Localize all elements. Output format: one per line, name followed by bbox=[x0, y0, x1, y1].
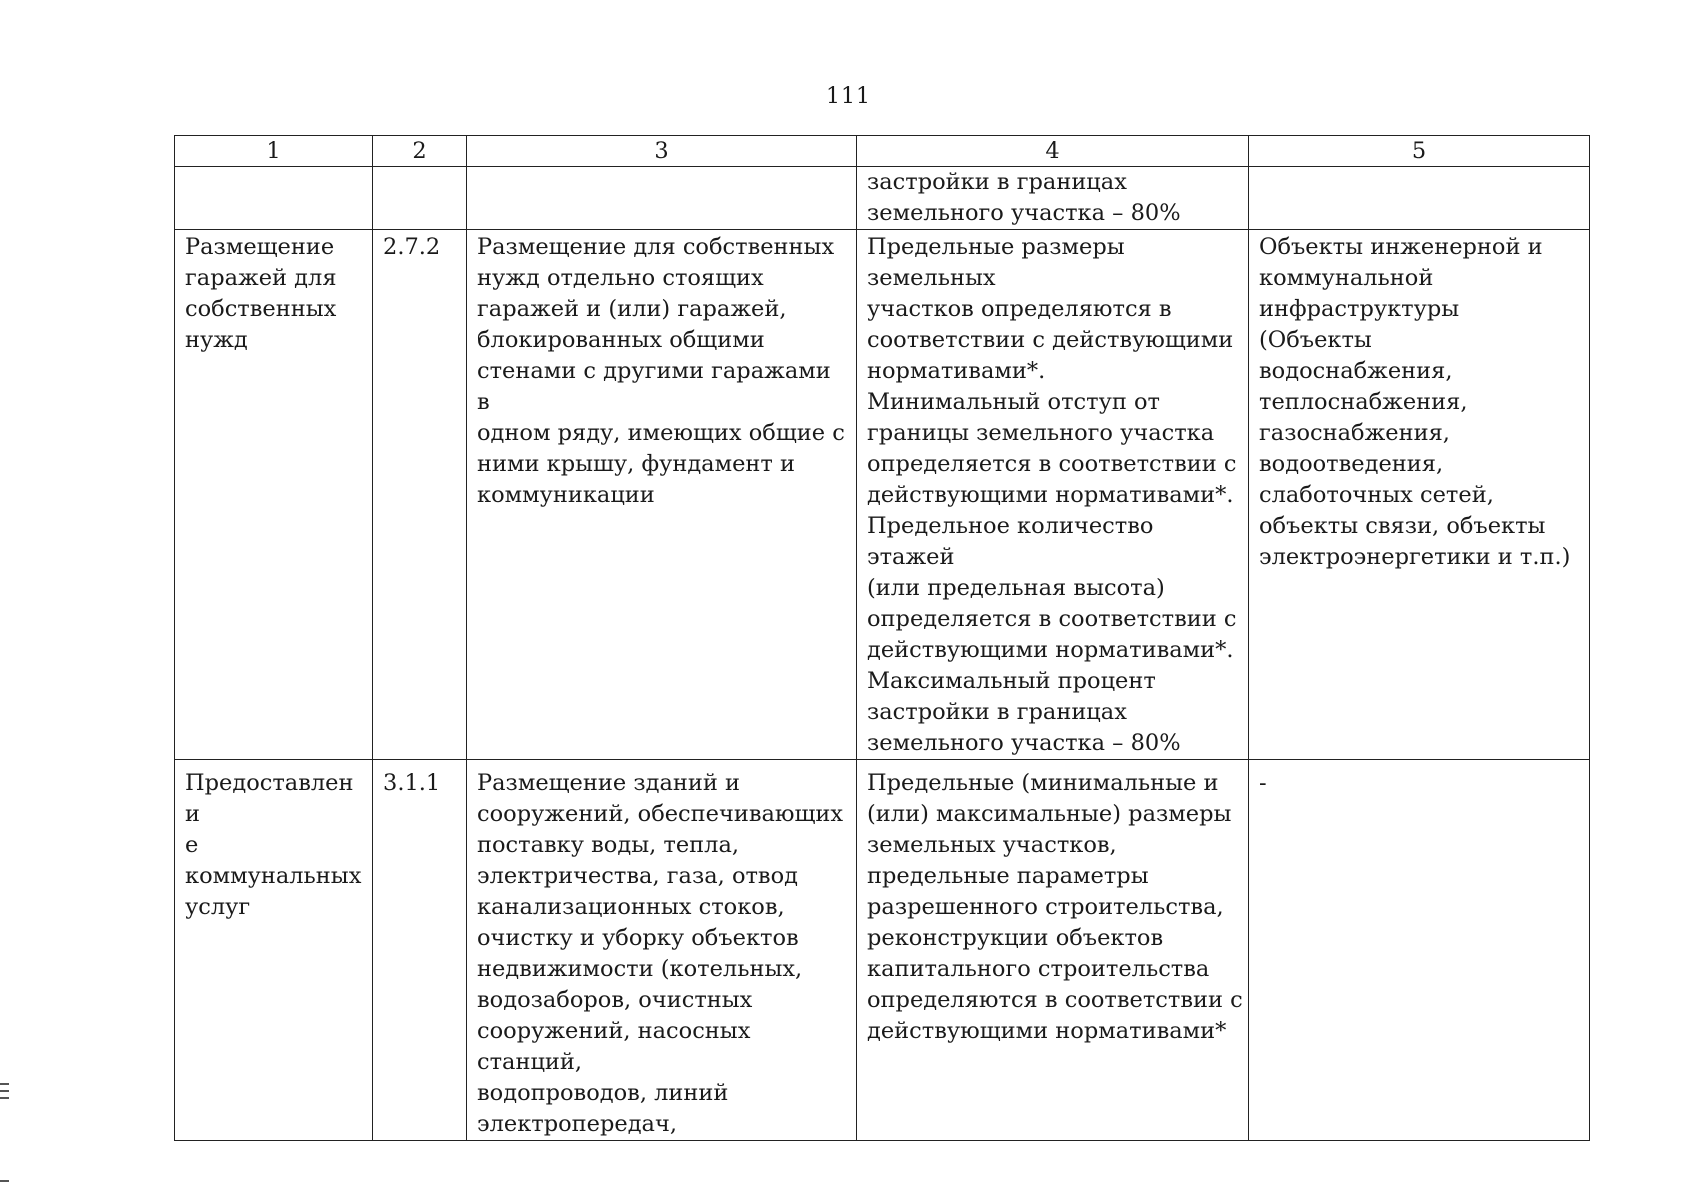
use-type-cell bbox=[175, 760, 373, 1141]
table-row bbox=[175, 760, 1590, 1141]
use-type-auxiliary: - bbox=[1259, 770, 1267, 796]
parameters-cell bbox=[857, 760, 1249, 1141]
code-cell bbox=[373, 230, 467, 760]
table-cell bbox=[1249, 167, 1590, 230]
column-header-1: 1 bbox=[175, 136, 373, 167]
use-type-name: Размещение гаражей для собственных нужд bbox=[185, 234, 337, 353]
scan-artifact bbox=[0, 1090, 9, 1092]
auxiliary-uses-cell bbox=[1249, 760, 1590, 1141]
page-number: 111 bbox=[826, 84, 871, 109]
parameters-cell bbox=[857, 230, 1249, 760]
use-type-description: Размещение зданий и сооружений, обеспечивающих поставку воды, тепла, электричества, газа, отвод канализационных стоков, очистку и уборку объектов недвижимости (котельных, водозаборов, очистных сооружений, насосных станций, водопроводов, линий электропередач, bbox=[477, 770, 844, 1137]
description-cell bbox=[467, 760, 857, 1141]
code-cell bbox=[373, 760, 467, 1141]
table-cell bbox=[175, 167, 373, 230]
table-cell bbox=[857, 167, 1249, 230]
cell-text: застройки в границах земельного участка – 80% bbox=[867, 169, 1181, 226]
description-cell bbox=[467, 230, 857, 760]
scan-artifact bbox=[0, 1083, 9, 1085]
use-type-code: 3.1.1 bbox=[383, 770, 441, 796]
column-header-3: 3 bbox=[467, 136, 857, 167]
table-row bbox=[175, 167, 1590, 230]
auxiliary-uses-cell bbox=[1249, 230, 1590, 760]
use-type-parameters: Предельные (минимальные и (или) максимальные) размеры земельных участков, предельные параметры разрешенного строительства, реконструкции объектов капитального строительства определяются в соответствии с действующими нормативами* bbox=[867, 770, 1243, 1044]
column-header-4: 4 bbox=[857, 136, 1249, 167]
table-cell bbox=[373, 167, 467, 230]
column-header-5: 5 bbox=[1249, 136, 1590, 167]
column-header-2: 2 bbox=[373, 136, 467, 167]
table-cell bbox=[467, 167, 857, 230]
zoning-table bbox=[174, 135, 1590, 1141]
use-type-name: Предоставлени е коммунальных услуг bbox=[185, 770, 362, 920]
use-type-auxiliary: Объекты инженерной и коммунальной инфраструктуры (Объекты водоснабжения, теплоснабжения, газоснабжения, водоотведения, слаботочных сетей, объекты связи, объекты электроэнергетики и т.п.) bbox=[1259, 234, 1571, 570]
table-header-row bbox=[175, 136, 1590, 167]
use-type-code: 2.7.2 bbox=[383, 234, 441, 260]
use-type-cell bbox=[175, 230, 373, 760]
scan-artifact bbox=[0, 1180, 9, 1182]
use-type-description: Размещение для собственных нужд отдельно стоящих гаражей и (или) гаражей, блокированных общими стенами с другими гаражами в одном ряду, имеющих общие с ними крышу, фундамент и коммуникации bbox=[477, 234, 845, 508]
use-type-parameters: Предельные размеры земельных участков определяются в соответствии с действующими нормативами*. Минимальный отступ от границы земельного участка определяется в соответствии с действующими нормативами*. Предельное количество этажей (или предельная высота) определяется в соответствии с действующими нормативами*. Максимальный процент застройки в границах земельного участка – 80% bbox=[867, 234, 1237, 756]
scan-artifact bbox=[0, 1097, 9, 1099]
table-row bbox=[175, 230, 1590, 760]
